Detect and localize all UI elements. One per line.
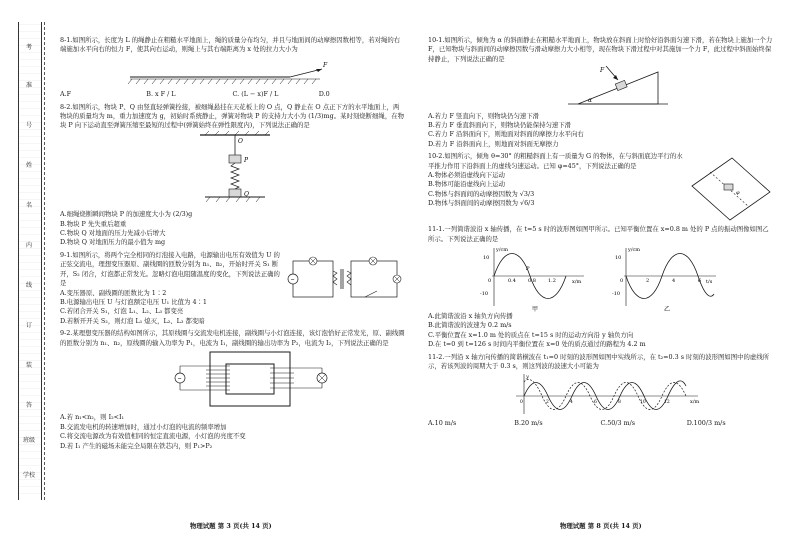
option-b[interactable]: B.若力 F 垂直斜面向下，则物块仍能保持匀速下滑: [428, 121, 572, 130]
option-b[interactable]: B. x F / L: [146, 90, 176, 99]
option-a[interactable]: A.若力 F 竖直向下，则物块仍匀速下滑: [428, 111, 540, 120]
margin-label: 考: [25, 44, 32, 51]
vibration-graph-yi: [612, 244, 722, 312]
margin-label: 线: [25, 282, 32, 289]
question-8-1-options: [60, 90, 405, 99]
graph-jia-ytick: 10: [482, 255, 489, 262]
option-c[interactable]: C. (L − x)F / L: [232, 90, 279, 99]
question-11-1-options: [428, 312, 773, 350]
option-c[interactable]: C.物体与斜面间的动摩擦因数为 √3/3: [428, 189, 535, 198]
option-d[interactable]: D.物块 Q 对地面压力的最小值为 mg: [60, 238, 166, 247]
option-a[interactable]: A.F: [60, 90, 72, 99]
question-9-2-stem: 9-2.某理想变压器的结构如图所示，其原线圈与交流发电机连接，副线圈与小灯泡连接，该灯泡恰好正常发光，原、副线圈的匝数分别为 n₁、n₂，原线圈的输入功率为 P₁，电流为 I₁，副线圈的输出功率为 P₂，电流为 I₂，下列说法正确的是: [60, 329, 405, 347]
option-d[interactable]: D.若断开开关 S₂，则灯泡 L₁ 熄灭，L₂、L₃ 都变暗: [60, 316, 205, 325]
question-9-2-options: [60, 413, 405, 451]
wave-tick: 6: [594, 399, 597, 405]
option-c[interactable]: C.若闭合开关 S₁，灯泡 L₁、L₂、L₃ 都变亮: [60, 307, 184, 316]
option-d[interactable]: D.若 I₁ 产生的磁场未能完全局限在铁芯内，则 P₁>P₂: [60, 441, 213, 450]
graph-jia-xtick: 0.4: [507, 278, 516, 285]
graph-yi-xtick: 2: [645, 278, 649, 285]
option-d[interactable]: D.若力 F 沿斜面向上，则地面对斜面无摩擦力: [428, 139, 559, 148]
page-footer-right: 物理试题 第 8 页(共 14 页): [560, 522, 642, 530]
question-8-2-stem: 8-2.如图所示，物块 P、Q 由竖直轻弹簧拴接，被细绳悬挂在天花板上的 O 点，Q 静止在 O 点正下方的水平地面上，两物块的质量均为 m，重力加速度为 g，初始时系统静止，弹簧对物块 P 的支持力大小为 (1/3)mg。某时刻烧断细绳，在物块 P 向下运动直至弹簧压缩至最短的过程中(弹簧始终在弹性限度内)，下列说法正确的是: [60, 102, 404, 130]
wave-graph-jia: [480, 244, 590, 312]
graph-yi-xtick: 4: [671, 278, 675, 285]
question-10-2-stem: 10-2.如图所示，倾角 θ=30° 的粗糙斜面上有一质量为 G 的物体，在与斜面底边平行的水平推力作用下沿斜面上的虚线匀速运动。已知 φ=45°，下列说法正确的是: [428, 152, 683, 170]
wave-tick: 2: [546, 399, 549, 405]
rope-figure: [60, 55, 405, 87]
graph-jia-xtick: 1.2: [547, 278, 556, 285]
graph-jia-xtick: 0: [487, 278, 491, 285]
graph-jia-point-label: P: [525, 266, 529, 273]
option-b[interactable]: B.物体可能沿虚线向上运动: [428, 180, 506, 189]
graph-yi-xlabel: t/s: [705, 279, 712, 286]
graph-jia-ylabel: y/cm: [495, 247, 508, 254]
option-c[interactable]: C.50/3 m/s: [600, 418, 636, 427]
left-column: [60, 36, 405, 451]
option-b[interactable]: B.电源输出电压 U 与灯泡额定电压 U₁ 比值为 4∶1: [60, 297, 207, 306]
svg-text:F: F: [600, 67, 605, 75]
binding-margin: [18, 22, 42, 500]
question-11-2-stem: 11-2.一列沿 x 轴方向传播的简谐横波在 t₁=0 时刻的波形图如图中实线所示，在 t₂=0.3 s 时刻的波形图如图中的虚线所示，若该列波的周期大于 0.3 s，则这列波的波速大小可能为: [428, 352, 770, 371]
graph-yi-ytick: 10: [614, 255, 621, 262]
option-c[interactable]: C.若力 F 沿斜面向下，则地面对斜面的摩擦力水平向右: [428, 130, 584, 139]
option-d[interactable]: D.物体与斜面间的动摩擦因数为 √6/3: [428, 199, 535, 208]
page-footer-left: 物理试题 第 3 页(共 14 页): [190, 522, 272, 530]
svg-text:~: ~: [290, 276, 295, 283]
option-c[interactable]: C.将交流电源改为有效值相同的恒定直流电源，小灯泡的亮度不变: [60, 432, 246, 441]
option-c[interactable]: C.物块 Q 对地面的压力先减小后增大: [60, 229, 166, 238]
spring-figure: [60, 131, 405, 207]
svg-text:P: P: [244, 156, 249, 164]
margin-label: 名: [25, 202, 32, 209]
margin-label: 订: [25, 322, 32, 329]
binding-dashed-line: [44, 22, 45, 500]
margin-label: 班级: [23, 437, 36, 444]
question-8-2-options: [60, 210, 405, 248]
question-9-1-stem: 9-1.如图所示，将两个完全相同的灯泡接入电路，电源输出电压有效值为 U 的正弦交流电，理想变压器原、副线圈的匝数分别为 n₁、n₂，开始时开关 S₁ 断开，S₂ 闭合，灯泡都正常发光。忽略灯泡电阻随温度的变化，下列说法正确的是: [60, 250, 280, 288]
graph-jia-xlabel: x/m: [571, 279, 581, 286]
margin-label: 学校: [23, 472, 36, 479]
svg-text:~: ~: [177, 375, 182, 382]
graph-jia-ytick: -10: [479, 291, 488, 298]
option-b[interactable]: B.20 m/s: [514, 418, 543, 427]
graph-yi-ytick: -10: [611, 291, 620, 298]
question-11-1-stem: 11-1.一列简谐波沿 x 轴传播，在 t=5 s 时的波形图如图甲所示。已知平衡位置在 x=0.8 m 处的 P 点的振动图像如图乙所示。下列说法正确的是: [428, 225, 769, 243]
svg-text:Q: Q: [244, 190, 249, 198]
wave-solid-dashed-figure: [428, 372, 773, 416]
question-10-1-options: [428, 112, 773, 150]
margin-label: 准: [25, 82, 32, 89]
option-b[interactable]: B.此简谐波的波速为 0.2 m/s: [428, 321, 512, 330]
option-c[interactable]: C.平衡位置在 x=1.0 m 处的质点在 t=15 s 时的运动方向沿 y 轴负方向: [428, 330, 634, 339]
graph-yi-xtick: 6: [697, 278, 701, 285]
option-d[interactable]: D.在 t=0 到 t=126 s 时间内平衡位置在 x=0 处的质点通过的路程为 4.2 m: [428, 340, 646, 349]
transformer-circuit-figure: [285, 251, 405, 311]
option-a[interactable]: A.若 n₁<n₂，则 I₂<I₁: [60, 413, 125, 422]
svg-text:O: O: [238, 137, 243, 145]
wave-tick: 8: [618, 399, 621, 405]
graph-yi-ylabel: y/cm: [627, 247, 640, 254]
option-d[interactable]: D.0: [318, 90, 330, 99]
wave-tick: 10: [640, 399, 646, 405]
svg-text:φ: φ: [736, 190, 740, 197]
graph-yi-xtick: 0: [619, 278, 623, 285]
margin-label: 内: [25, 242, 32, 249]
incline-block-figure: [428, 64, 773, 108]
margin-label: 姓: [25, 162, 32, 169]
option-a[interactable]: A.此简谐波沿 x 轴负方向传播: [428, 312, 513, 321]
svg-text:F: F: [323, 61, 328, 69]
question-11-2-options: [428, 419, 773, 428]
wave-tick: 0: [520, 399, 523, 405]
graph-jia-xtick: 0.8: [527, 278, 536, 285]
option-a[interactable]: A.10 m/s: [428, 418, 457, 427]
wave-x-label: x/m: [690, 398, 700, 405]
right-column: [428, 36, 773, 428]
option-b[interactable]: B.物块 P 先失重后超重: [60, 219, 127, 228]
graph-yi-caption: 乙: [663, 306, 670, 313]
graph-jia-caption: 甲: [531, 306, 538, 313]
transformer-core-figure: [60, 348, 405, 410]
wave-tick: 12: [664, 399, 670, 405]
option-b[interactable]: B.交流发电机的转速增加时，通过小灯泡的电流的频率增加: [60, 422, 227, 431]
margin-label: 答: [25, 402, 32, 409]
margin-label: 装: [25, 362, 32, 369]
wave-y-label: y: [526, 373, 529, 380]
svg-text:α: α: [588, 97, 593, 105]
option-d[interactable]: D.100/3 m/s: [686, 418, 726, 427]
wave-tick: 4: [570, 399, 573, 405]
option-a[interactable]: A.细绳烧断瞬间物块 P 的加速度大小为 (2/3)g: [60, 210, 193, 219]
option-a[interactable]: A.变压器原、副线圈的匝数比为 1∶2: [60, 288, 167, 297]
margin-label: 号: [25, 122, 32, 129]
option-a[interactable]: A.物体必须沿虚线向下运动: [428, 171, 505, 180]
question-8-1-stem: 8-1.如图所示，长度为 L 的绳静止在粗糙水平地面上，绳的质量分布均匀，并且与地面间的动摩擦因数相等，若对绳的右端施加水平向右的恒力 F，使其向右运动，则绳上与其右端距离为 x 处的拉力大小为: [60, 36, 401, 54]
inclined-plane-figure: [688, 152, 773, 222]
question-10-1-stem: 10-1.如图所示，倾角为 α 的斜面静止在粗糙水平地面上，物块放在斜面上时恰好沿斜面匀速下滑，若在物块上施加一个力 F，已知物块与斜面间的动摩擦因数与滑动摩擦力大小相等，现在物块下滑过程中对其施加一个力 F，此过程中斜面始终保持静止，下列说法正确的是: [428, 36, 773, 63]
